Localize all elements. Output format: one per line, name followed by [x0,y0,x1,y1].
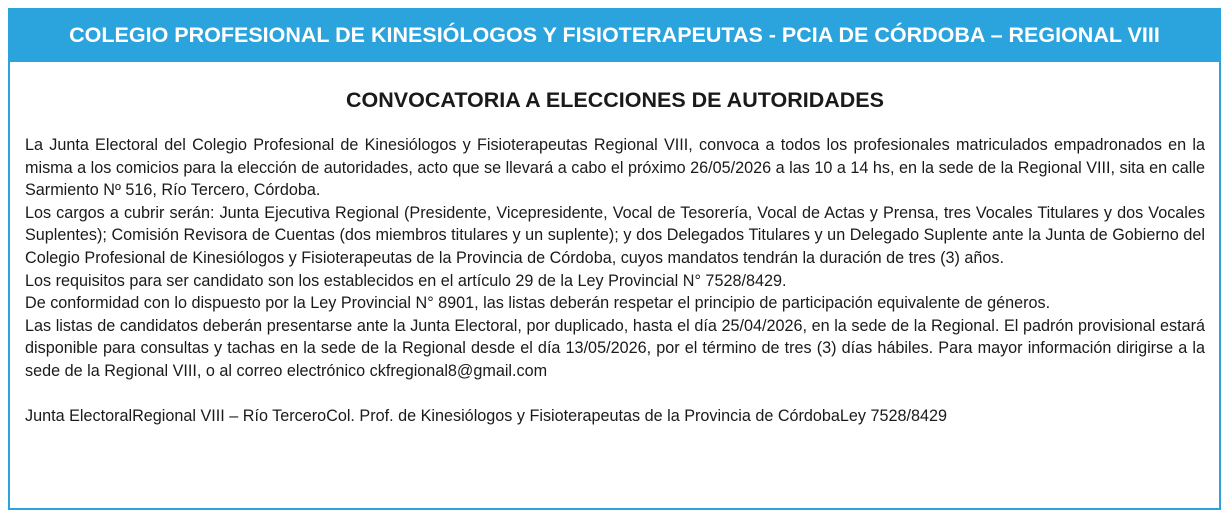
paragraph-requirements: Los requisitos para ser candidato son los establecidos en el artículo 29 de la Ley Provincial N° 7528/8429. [25,271,787,290]
header-title: COLEGIO PROFESIONAL DE KINESIÓLOGOS Y FISIOTERAPEUTAS - PCIA DE CÓRDOBA – REGIONAL VIII [69,22,1160,47]
notice-frame [8,8,1221,510]
notice-body [25,134,1205,383]
notice-signature: Junta ElectoralRegional VIII – Río TerceroCol. Prof. de Kinesiólogos y Fisioterapeutas de la Provincia de CórdobaLey 7528/8429 [25,407,948,426]
header-banner [10,10,1219,62]
paragraph-convocation: La Junta Electoral del Colegio Profesional de Kinesiólogos y Fisioterapeutas Regional VIII, convoca a todos los profesionales matriculados empadronados en la misma a los comicios para la elección de autoridades, acto que se llevará a cabo el próximo 26/05/2026 a las 10 a 14 hs, en la sede de la Regional VIII, sita en calle Sarmiento Nº 516, Río Tercero, Córdoba. [25,136,1205,200]
notice-title: CONVOCATORIA A ELECCIONES DE AUTORIDADES [346,88,884,112]
paragraph-lists: Las listas de candidatos deberán presentarse ante la Junta Electoral, por duplicado, hasta el día 25/04/2026, en la sede de la Regional. El padrón provisional estará disponible para consultas y tachas en la sede de la Regional desde el día 13/05/2026, por el término de tres (3) días hábiles. Para mayor información dirigirse a la sede de la Regional VIII, o al correo electrónico ckfregional8@gmail.com [25,316,1205,380]
paragraph-positions: Los cargos a cubrir serán: Junta Ejecutiva Regional (Presidente, Vicepresidente, Vocal de Tesorería, Vocal de Actas y Prensa, tres Vocales Titulares y dos Vocales Suplentes); Comisión Revisora de Cuentas (dos miembros titulares y un suplente); y dos Delegados Titulares y un Delegado Suplente ante la Junta de Gobierno del Colegio Profesional de Kinesiólogos y Fisioterapeutas de la Provincia de Córdoba, cuyos mandatos tendrán la duración de tres (3) años. [25,203,1205,267]
notice-content [10,88,1219,428]
paragraph-gender-parity: De conformidad con lo dispuesto por la Ley Provincial N° 8901, las listas deberán respetar el principio de participación equivalente de géneros. [25,294,1051,313]
